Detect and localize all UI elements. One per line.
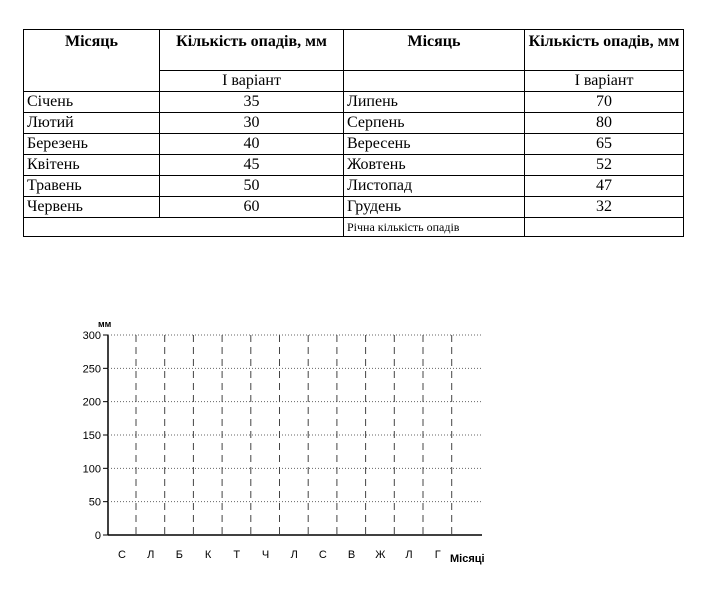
value-cell: 80: [525, 113, 684, 134]
value-cell: 47: [525, 176, 684, 197]
month-cell: Березень: [24, 134, 160, 155]
x-tick-label: Ч: [261, 549, 270, 561]
x-tick-label: Г: [434, 549, 441, 561]
x-tick-label: С: [318, 549, 327, 561]
y-tick-label: 300: [82, 330, 101, 342]
y-tick-label: 100: [82, 463, 101, 476]
month-cell: Жовтень: [344, 155, 525, 176]
table-row: [24, 155, 684, 176]
table-row: [24, 92, 684, 113]
x-tick-label: Л: [290, 549, 298, 561]
value-cell: 70: [525, 92, 684, 113]
value-cell: 30: [160, 113, 344, 134]
annual-blank-cell: [24, 218, 344, 237]
header-precip-left: Кількість опадів, мм: [160, 30, 344, 71]
x-axis-title: Місяці: [450, 553, 485, 565]
y-tick-label: 200: [82, 396, 101, 409]
month-cell: Листопад: [344, 176, 525, 197]
header-month-right-blank: [344, 71, 525, 92]
month-cell: Грудень: [344, 197, 525, 218]
y-tick-label: 250: [82, 363, 101, 376]
x-tick-label: К: [204, 549, 212, 561]
header-month-left: Місяць: [24, 30, 160, 92]
x-tick-label: Б: [175, 549, 184, 561]
table-row: [24, 113, 684, 134]
value-cell: 52: [525, 155, 684, 176]
x-tick-label: В: [347, 549, 356, 561]
annual-label: Річна кількість опадів: [344, 218, 525, 237]
y-tick-label: 0: [94, 530, 101, 542]
variant-right: І варіант: [525, 71, 684, 92]
value-cell: 50: [160, 176, 344, 197]
month-cell: Серпень: [344, 113, 525, 134]
x-tick-label: Ж: [375, 549, 386, 561]
y-unit-label: мм: [98, 319, 112, 329]
table-row: [24, 134, 684, 155]
value-cell: 60: [160, 197, 344, 218]
header-month-right: Місяць: [344, 30, 525, 71]
annual-value-cell: [525, 218, 684, 237]
value-cell: 45: [160, 155, 344, 176]
precipitation-table: [23, 29, 684, 237]
table-row: [24, 176, 684, 197]
x-tick-label: Т: [233, 549, 241, 561]
annual-row: [24, 218, 684, 237]
precipitation-chart: [0, 300, 716, 600]
x-tick-label: Л: [405, 549, 413, 561]
value-cell: 65: [525, 134, 684, 155]
value-cell: 35: [160, 92, 344, 113]
value-cell: 32: [525, 197, 684, 218]
value-cell: 40: [160, 134, 344, 155]
month-cell: Червень: [24, 197, 160, 218]
month-cell: Лютий: [24, 113, 160, 134]
header-precip-right: Кількість опадів, мм: [525, 30, 684, 71]
table-row: [24, 197, 684, 218]
month-cell: Травень: [24, 176, 160, 197]
month-cell: Січень: [24, 92, 160, 113]
y-tick-label: 150: [82, 430, 101, 442]
x-tick-label: С: [118, 549, 126, 561]
month-cell: Вересень: [344, 134, 525, 155]
x-tick-label: Л: [147, 549, 155, 561]
month-cell: Квітень: [24, 155, 160, 176]
month-cell: Липень: [344, 92, 525, 113]
y-tick-label: 50: [88, 496, 101, 509]
variant-left: І варіант: [160, 71, 344, 92]
